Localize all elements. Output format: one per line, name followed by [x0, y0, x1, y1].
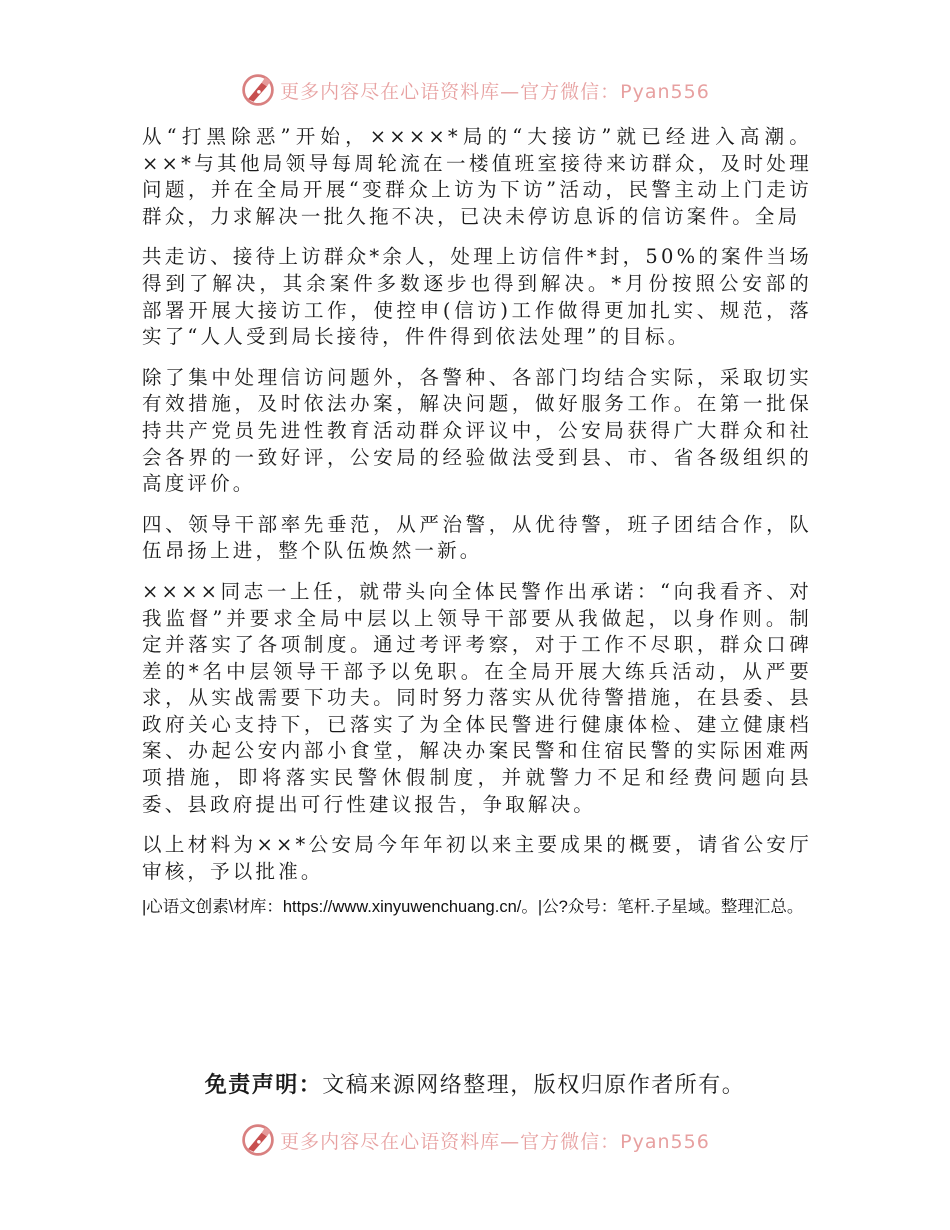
- disclaimer-label: 免责声明：: [204, 1073, 323, 1098]
- paragraph: ××××同志一上任，就带头向全体民警作出承诺：“向我看齐、对我监督”并要求全局中层以上领导干部要从我做起，以身作则。制定并落实了各项制度。通过考评考察，对于工作不尽职，群众口碑差的*名中层领导干部予以免职。在全局开展大练兵活动，从严要求，从实战需要下功夫。同时努力落实从优待警措施，在县委、县政府关心支持下，已落实了为全体民警进行健康体检、建立健康档案、办起公安内部小食堂，解决办案民警和住宿民警的实际困难两项措施，即将落实民警休假制度，并就警力不足和经费问题向县委、县政府提出可行性建议报告，争取解决。: [142, 579, 812, 816]
- source-note: |心语文创素\材库：https://www.xinyuwenchuang.cn/。|公?众号：笔杆.子星域。整理汇总。: [142, 898, 804, 917]
- watermark-text: 更多内容尽在心语资料库—官方微信：Pyan556: [280, 80, 710, 103]
- pen-nib-logo-icon: [240, 72, 276, 108]
- disclaimer: [0, 1068, 950, 1099]
- paragraph: 共走访、接待上访群众*余人，处理上访信件*封，50%的案件当场得到了解决，其余案件多数逐步也得到解决。*月份按照公安部的部署开展大接访工作，使控申(信访)工作做得更加扎实、规范，落实了“人人受到局长接待，件件得到依法处理”的目标。: [142, 245, 812, 349]
- header-watermark: [0, 68, 950, 112]
- closing-paragraph: 以上材料为××*公安局今年年初以来主要成果的概要，请省公安厅审核，予以批准。: [142, 833, 812, 883]
- paragraph: 从“打黑除恶”开始，××××*局的“大接访”就已经进入高潮。××*与其他局领导每周轮流在一楼值班室接待来访群众，及时处理问题，并在全局开展“变群众上访为下访”活动，民警主动上门走访群众，力求解决一批久拖不决，已决未停访息诉的信访案件。全局: [142, 125, 812, 228]
- watermark-text: 更多内容尽在心语资料库—官方微信：Pyan556: [280, 1130, 710, 1153]
- disclaimer-text: 文稿来源网络整理，版权归原作者所有。: [322, 1073, 746, 1098]
- pen-nib-logo-icon: [240, 1122, 276, 1158]
- paragraph: 除了集中处理信访问题外，各警种、各部门均结合实际，采取切实有效措施，及时依法办案，解决问题，做好服务工作。在第一批保持共产党员先进性教育活动群众评议中，公安局获得广大群众和社会各界的一致好评，公安局的经验做法受到县、市、省各级组织的高度评价。: [142, 365, 812, 496]
- document-body: [142, 124, 812, 919]
- footer-watermark: [0, 1118, 950, 1162]
- section-heading-paragraph: 四、领导干部率先垂范，从严治警，从优待警，班子团结合作，队伍昂扬上进，整个队伍焕然一新。: [142, 512, 812, 563]
